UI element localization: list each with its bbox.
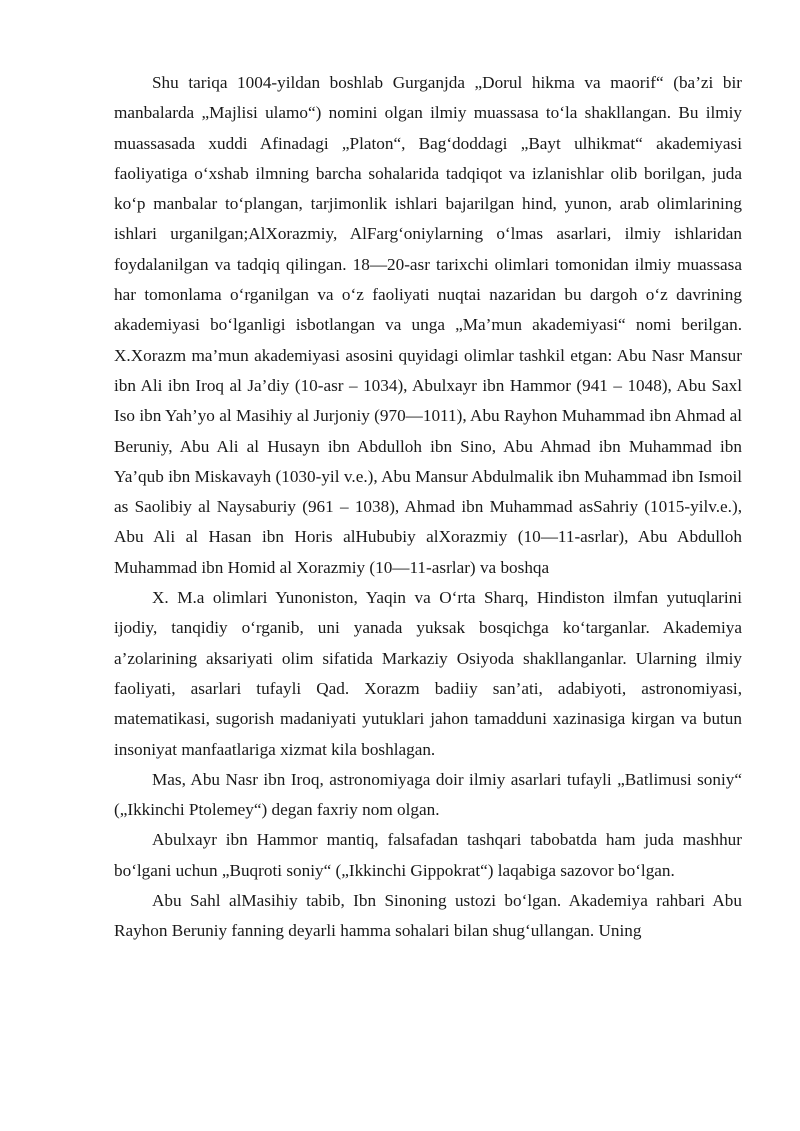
paragraph-ibn-hammor: Abulxayr ibn Hammor mantiq, falsafadan tashqari tabobatda ham juda mashhur bo‘lgani uchun „Buqroti soniy“ („Ikkinchi Gippokrat“) laqabiga sazovor bo‘lgan. bbox=[114, 830, 742, 880]
paragraph-academy-founding: Shu tariqa 1004-yildan boshlab Gurganjda „Dorul hikma va maorif“ (ba’zi bir manbalarda „Majlisi ulamo“) nomini olgan ilmiy muassasa to‘la shakllangan. Bu ilmiy muassasada xuddi Afinadagi „Platon“, Bag‘doddagi „Bayt ulhikmat“ akademiyasi faoliyatiga o‘xshab ilmning barcha sohalarida tadqiqot va izlanishlar olib borilgan, juda ko‘p manbalar to‘plangan, tarjimonlik ishlari bajarilgan hind, yunon, arab olimlarining ishlari urganilgan;AlXorazmiy, AlFarg‘oniylarning o‘lmas asarlari, ilmiy ishlaridan foydalanilgan va tadqiq qilingan. 18—20-asr tarixchi olimlari tomonidan ilmiy muassasa har tomonlama o‘rganilgan va o‘z faoliyati nuqtai nazaridan bu dargoh o‘z davrining akademiyasi bo‘lganligi isbotlangan va unga „Ma’mun akademiyasi“ nomi berilgan. X.Xorazm ma’mun akademiyasi asosini quyidagi olimlar tashkil etgan: Abu Nasr Mansur ibn Ali ibn Iroq al Ja’diy (10-asr – 1034), Abulxayr ibn Hammor (941 – 1048), Abu Saxl Iso ibn Yah’yo al Masihiy al Jurjoniy (970—1011), Abu Rayhon Muhammad ibn Ahmad al Beruniy, Abu Ali al Husayn ibn Abdulloh ibn Sino, Abu Ahmad ibn Muhammad ibn Ya’qub ibn Miskavayh (1030-yil v.e.), Abu Mansur Abdulmalik ibn Muhammad ibn Ismoil as Saolibiy al Naysaburiy (961 – 1038), Ahmad ibn Muhammad asSahriy (1015-yilv.e.), Abu Ali al Hasan ibn Horis alHububiy alXorazmiy (10—11-asrlar), Abu Abdulloh Muhammad ibn Homid al Xorazmiy (10—11-asrlar) va boshqa bbox=[114, 73, 742, 577]
document-page bbox=[114, 68, 742, 947]
paragraph-scholars-achievements: X. M.a olimlari Yunoniston, Yaqin va O‘rta Sharq, Hindiston ilmfan yutuqlarini ijodiy, tanqidiy o‘rganib, uni yanada yuksak bosqichga ko‘targanlar. Akademiya a’zolarining aksariyati olim sifatida Markaziy Osiyoda shakllanganlar. Ularning ilmiy faoliyati, asarlari tufayli Qad. Xorazm badiiy san’ati, adabiyoti, astronomiyasi, matematikasi, sugorish madaniyati yutuklari jahon tamadduni xazinasiga kirgan va butun insoniyat manfaatlariga xizmat kila boshlagan. bbox=[114, 588, 742, 759]
paragraph-almasihiy-beruniy: Abu Sahl alMasihiy tabib, Ibn Sinoning ustozi bo‘lgan. Akademiya rahbari Abu Rayhon Beruniy fanning deyarli hamma sohalari bilan shug‘ullangan. Uning bbox=[114, 891, 742, 941]
paragraph-ibn-iroq: Mas, Abu Nasr ibn Iroq, astronomiyaga doir ilmiy asarlari tufayli „Batlimusi soniy“ („Ikkinchi Ptolemey“) degan faxriy nom olgan. bbox=[114, 769, 742, 820]
